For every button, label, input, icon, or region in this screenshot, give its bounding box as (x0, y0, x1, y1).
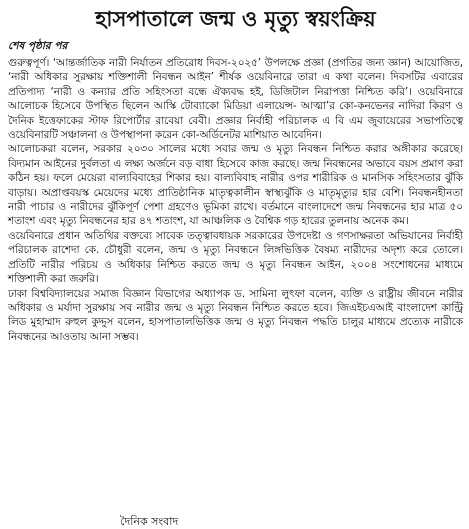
article-paragraph-1: গুরুত্বপূর্ণ। ‘আন্তর্জাতিক নারী নির্যাতন প্রতিরোধ দিবস-২০২৫’ উপলক্ষে প্রজ্ঞা (প্রগতির জন্য জ্ঞান) আয়োজিত, ‘নারী অধিকার সুরক্ষায় শক্তিশালী নিবন্ধন আইন’ শীর্ষক ওয়েবিনারে তারা এ কথা বলেন। দিবসটির এবারের প্রতিপাদ্য ‘নারী ও কন্যার প্রতি সহিংসতা বন্ধে ঐক্যবদ্ধ হই, ডিজিটাল নিরাপত্তা নিশ্চিত করি’। ওয়েবিনারে আলোচক হিসেবে উপস্থিত ছিলেন আস্কি টোব্যাকো মিডিয়া এলায়েন্স- আত্মা’র কো-কনভেনর নাদিরা কিরণ ও দৈনিক ইত্তেফাকের স্টাফ রিপোর্টার রাবেয়া বেবী। প্রজ্ঞার নির্বাহী পরিচালক এ বি এম জুবায়েরের সভাপতিত্বে ওয়েবিনারটি সঞ্চালনা ও উপস্থাপনা করেন কো-অর্ডিনেটর মাশিয়াত আবেদিন। (8, 57, 463, 142)
cut-off-next-line (0, 510, 469, 528)
article-paragraph-3: ওয়েবিনারে প্রধান অতিথির বক্তব্যে সাবেক তত্ত্বাবধায়ক সরকারের উপদেষ্টা ও গণসাক্ষরতা অভিযানের নির্বাহী পরিচালক রাশেদা কে. চৌধুরী বলেন, জন্ম ও মৃত্যু নিবন্ধনে লিঙ্গভিত্তিক বৈষম্য নারীদের অদৃশ্য করে তোলে। প্রতিটি নারীর পরিচয় ও অধিকার নিশ্চিত করতে জন্ম ও মৃত্যু নিবন্ধন আইন, ২০০৪ সংশোধনের মাধ্যমে শক্তিশালী করা জরুরি। (8, 229, 463, 286)
article-paragraph-2: আলোচকরা বলেন, সরকার ২০৩০ সালের মধ্যে সবার জন্ম ও মৃত্যু নিবন্ধন নিশ্চিত করার অঙ্গীকার করেছে। বিদ্যমান আইনের দুর্বলতা এ লক্ষ্য অর্জনে বড় বাধা হিসেবে কাজ করছে। জন্ম নিবন্ধনের অভাবে বয়স প্রমাণ করা কঠিন হয়। ফলে মেয়েরা বাল্যবিবাহের শিকার হয়। বাল্যবিবাহ নারীর ওপর শারীরিক ও মানসিক সহিংসতার ঝুঁকি বাড়ায়। অপ্রাপ্তবয়স্ক মেয়েদের মধ্যে প্রাতিষ্ঠানিক মাতৃত্বকালীন স্বাস্থ্যঝুঁকি ও মাতৃমৃত্যুর হার বেশি। নিবন্ধনহীনতা নারী পাচার ও নারীদের ঝুঁকিপূর্ণ পেশা গ্রহণেও ভূমিকা রাখে। বর্তমানে বাংলাদেশে জন্ম নিবন্ধনের হার মাত্র ৫০ শতাংশ এবং মৃত্যু নিবন্ধনের হার ৪৭ শতাংশ, যা আঞ্চলিক ও বৈশ্বিক গড় হারের তুলনায় অনেক কম। (8, 143, 463, 228)
article-headline: হাসপাতালে জন্ম ও মৃত্যু স্বয়ংক্রিয় (95, 6, 376, 31)
cut-off-text: দৈনিক সংবাদ (120, 515, 179, 528)
continued-from-label: শেষ পৃষ্ঠার পর (8, 40, 68, 52)
article-paragraph-4: ঢাকা বিশ্ববিদ্যালয়ের সমাজ বিজ্ঞান বিভাগের অধ্যাপক ড. সামিনা লুৎফা বলেন, ব্যক্তি ও রাষ্ট্রীয় জীবনে নারীর অধিকার ও মর্যাদা সুরক্ষায় সব নারীর জন্ম ও মৃত্যু নিবন্ধন নিশ্চিত করতে হবে। জিএইচএআই বাংলাদেশ কান্ট্রি লিড মুহাম্মাদ রুহুল কুদ্দুস বলেন, হাসপাতালভিত্তিক জন্ম ও মৃত্যু নিবন্ধন পদ্ধতি চালুর মাধ্যমে প্রত্যেক নারীকে নিবন্ধনের আওতায় আনা সম্ভব। (8, 287, 463, 343)
